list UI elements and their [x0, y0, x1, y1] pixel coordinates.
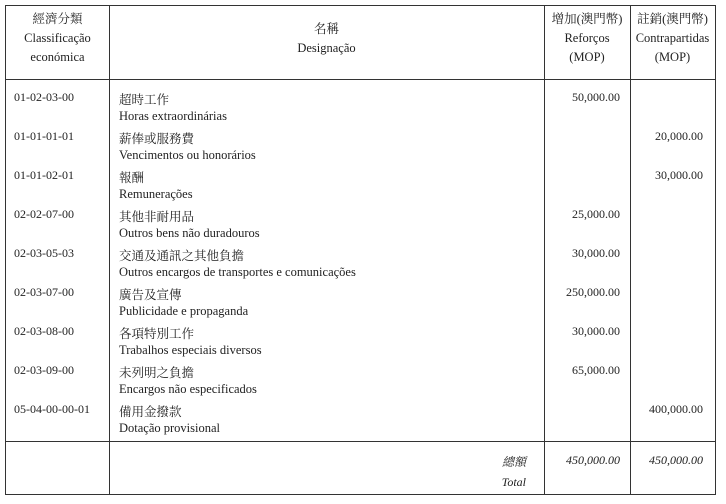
row-code: 02-03-05-03	[14, 246, 74, 260]
row-reforco: 30,000.00	[572, 246, 620, 260]
header-contrapartidas-pt: Contrapartidas	[635, 31, 710, 45]
row-contrapartida: 400,000.00	[649, 402, 703, 416]
row-name-pt: Outros encargos de transportes e comunicações	[119, 265, 356, 279]
header-classification-pt2: económica	[30, 50, 85, 64]
row-name-pt: Remunerações	[119, 187, 193, 201]
row-name-zh: 報酬	[119, 171, 145, 185]
row-contrapartida: 30,000.00	[655, 168, 703, 182]
row-name-zh: 廣告及宣傳	[119, 288, 182, 302]
header-classification-pt: Classificação	[24, 31, 91, 45]
total-divider	[6, 441, 715, 442]
row-name-pt: Encargos não especificados	[119, 382, 257, 396]
row-code: 05-04-00-00-01	[14, 402, 90, 416]
budget-table	[5, 5, 716, 495]
row-name-zh: 交通及通訊之其他負擔	[119, 249, 245, 263]
header-reforcos-pt: Reforços	[564, 31, 610, 45]
header-designation-zh: 名稱	[313, 22, 339, 36]
row-name-zh: 超時工作	[119, 93, 170, 107]
row-code: 02-02-07-00	[14, 207, 74, 221]
row-name-zh: 各項特別工作	[119, 327, 195, 341]
row-code: 02-03-07-00	[14, 285, 74, 299]
row-reforco: 250,000.00	[566, 285, 620, 299]
header-contrapartidas-zh: 註銷(澳門幣)	[637, 12, 708, 26]
row-reforco: 50,000.00	[572, 90, 620, 104]
row-name-pt: Outros bens não duradouros	[119, 226, 260, 240]
total-label-zh: 總額	[501, 455, 526, 469]
row-name-pt: Vencimentos ou honorários	[119, 148, 256, 162]
row-code: 02-03-08-00	[14, 324, 74, 338]
row-name-pt: Horas extraordinárias	[119, 109, 227, 123]
row-name-pt: Dotação provisional	[119, 421, 221, 435]
row-name-zh: 備用金撥款	[119, 405, 182, 419]
row-name-zh: 未列明之負擔	[119, 366, 195, 380]
header-reforcos	[544, 10, 630, 67]
row-name-zh: 薪俸或服務費	[119, 132, 195, 146]
row-reforco: 25,000.00	[572, 207, 620, 221]
total-label-pt: Total	[501, 475, 526, 489]
header-reforcos-unit: (MOP)	[569, 50, 605, 64]
header-designation	[109, 20, 544, 58]
row-contrapartida: 20,000.00	[655, 129, 703, 143]
total-contrapartidas: 450,000.00	[649, 453, 703, 467]
header-classification	[6, 10, 109, 67]
header-reforcos-zh: 增加(澳門幣)	[551, 12, 623, 26]
row-code: 02-03-09-00	[14, 363, 74, 377]
row-code: 01-01-01-01	[14, 129, 74, 143]
header-divider	[6, 79, 715, 80]
row-reforco: 30,000.00	[572, 324, 620, 338]
row-name-zh: 其他非耐用品	[119, 210, 195, 224]
total-reforcos: 450,000.00	[566, 453, 620, 467]
header-classification-zh: 經濟分類	[32, 12, 83, 26]
row-reforco: 65,000.00	[572, 363, 620, 377]
row-name-pt: Publicidade e propaganda	[119, 304, 249, 318]
header-designation-pt: Designação	[297, 41, 356, 55]
header-contrapartidas	[630, 10, 715, 67]
row-code: 01-01-02-01	[14, 168, 74, 182]
row-code: 01-02-03-00	[14, 90, 74, 104]
row-name-pt: Trabalhos especiais diversos	[119, 343, 262, 357]
header-contrapartidas-unit: (MOP)	[654, 50, 691, 64]
